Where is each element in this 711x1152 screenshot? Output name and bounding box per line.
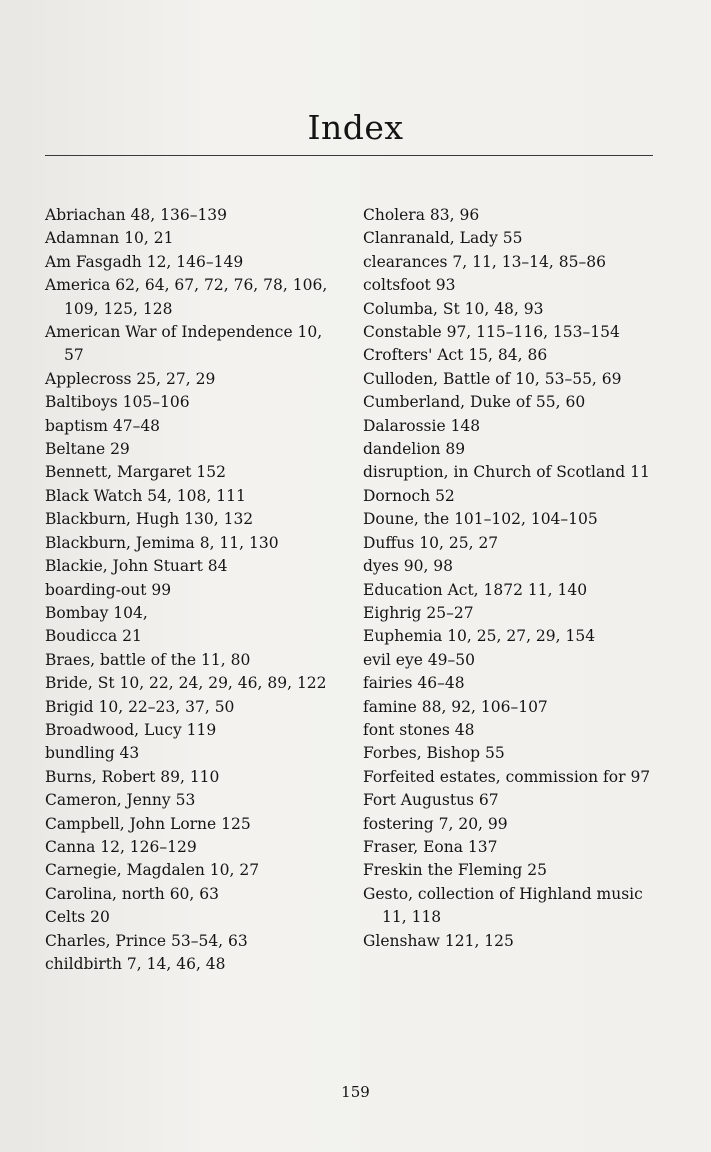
index-entry: Canna 12, 126–129 [45,837,197,856]
index-entry: clearances 7, 11, 13–14, 85–86 [363,252,606,271]
index-entry: Carnegie, Magdalen 10, 27 [45,861,260,880]
index-entry: Bennett, Margaret 152 [45,463,227,482]
index-entry: Forfeited estates, commission for 97 [363,767,651,786]
page-title: Index [307,108,404,147]
index-entry: Blackburn, Jemima 8, 11, 130 [45,533,279,552]
index-entry: evil eye 49–50 [363,650,475,669]
index-entry: Campbell, John Lorne 125 [45,814,251,833]
index-entry: Adamnan 10, 21 [45,229,174,248]
title-rule [45,155,653,156]
index-entry: Fort Augustus 67 [363,791,499,810]
index-entry: Glenshaw 121, 125 [363,931,514,950]
index-entry: childbirth 7, 14, 46, 48 [45,955,226,973]
index-entry: Fraser, Eona 137 [363,837,498,856]
index-entry: Bride, St 10, 22, 24, 29, 46, 89, 122 [45,674,327,693]
index-entry: fairies 46–48 [363,674,465,693]
index-entry: coltsfoot 93 [363,276,456,295]
index-entry: Doune, the 101–102, 104–105 [363,510,598,529]
index-entry: Blackie, John Stuart 84 [45,557,228,576]
index-entry: Broadwood, Lucy 119 [45,720,217,739]
index-entry: Beltane 29 [45,440,130,459]
index-entry: dyes 90, 98 [363,557,454,576]
index-entry: Forbes, Bishop 55 [363,744,505,763]
index-entry: font stones 48 [363,720,475,739]
index-entry: Dalarossie 148 [363,416,481,435]
index-entry: Burns, Robert 89, 110 [45,767,220,786]
index-entry: Freskin the Fleming 25 [363,861,547,880]
index-entry: Celts 20 [45,908,110,927]
index-entry: boarding-out 99 [45,580,172,599]
index-entry: Bombay 104, [45,603,148,622]
index-entry: Euphemia 10, 25, 27, 29, 154 [363,627,596,646]
index-entry: Black Watch 54, 108, 111 [45,486,246,505]
index-entry: Carolina, north 60, 63 [45,884,219,903]
index-entry: Eighrig 25–27 [363,603,474,622]
index-entry: Dornoch 52 [363,486,455,505]
index-entry: Blackburn, Hugh 130, 132 [45,510,254,529]
index-entry: disruption, in Church of Scotland 11 [363,463,650,482]
index-entry: Am Fasgadh 12, 146–149 [45,252,244,271]
index-column-right [363,204,663,953]
index-entry: American War of Independence 10, 57 [45,323,323,365]
index-entry: bundling 43 [45,744,140,763]
index-entry: Abriachan 48, 136–139 [45,206,228,224]
index-entry: Cameron, Jenny 53 [45,791,196,810]
index-entry: Clanranald, Lady 55 [363,229,523,248]
page-number: 159 [341,1083,370,1101]
index-entry: famine 88, 92, 106–107 [363,697,548,716]
index-entry: Baltiboys 105–106 [45,393,190,412]
index-entry: Boudicca 21 [45,627,142,646]
index-entry: Cumberland, Duke of 55, 60 [363,393,586,412]
index-entry: Crofters' Act 15, 84, 86 [363,346,548,365]
index-entry: America 62, 64, 67, 72, 76, 78, 106, 109, 125, 128 [45,276,328,318]
index-entry: Gesto, collection of Highland music 11, 118 [363,884,643,927]
index-column-left [45,204,345,976]
index-entry: fostering 7, 20, 99 [363,814,508,833]
index-entry: Culloden, Battle of 10, 53–55, 69 [363,369,622,388]
index-entry: Cholera 83, 96 [363,206,480,224]
index-entry: Education Act, 1872 11, 140 [363,580,588,599]
index-entry: Constable 97, 115–116, 153–154 [363,323,620,342]
index-entry: Charles, Prince 53–54, 63 [45,931,248,950]
index-entry: Braes, battle of the 11, 80 [45,650,251,669]
index-entry: Applecross 25, 27, 29 [45,369,216,388]
index-entry: Brigid 10, 22–23, 37, 50 [45,697,235,716]
index-entry: dandelion 89 [363,440,466,459]
index-entry: Duffus 10, 25, 27 [363,533,499,552]
index-entry: Columba, St 10, 48, 93 [363,299,544,318]
index-entry: baptism 47–48 [45,416,161,435]
